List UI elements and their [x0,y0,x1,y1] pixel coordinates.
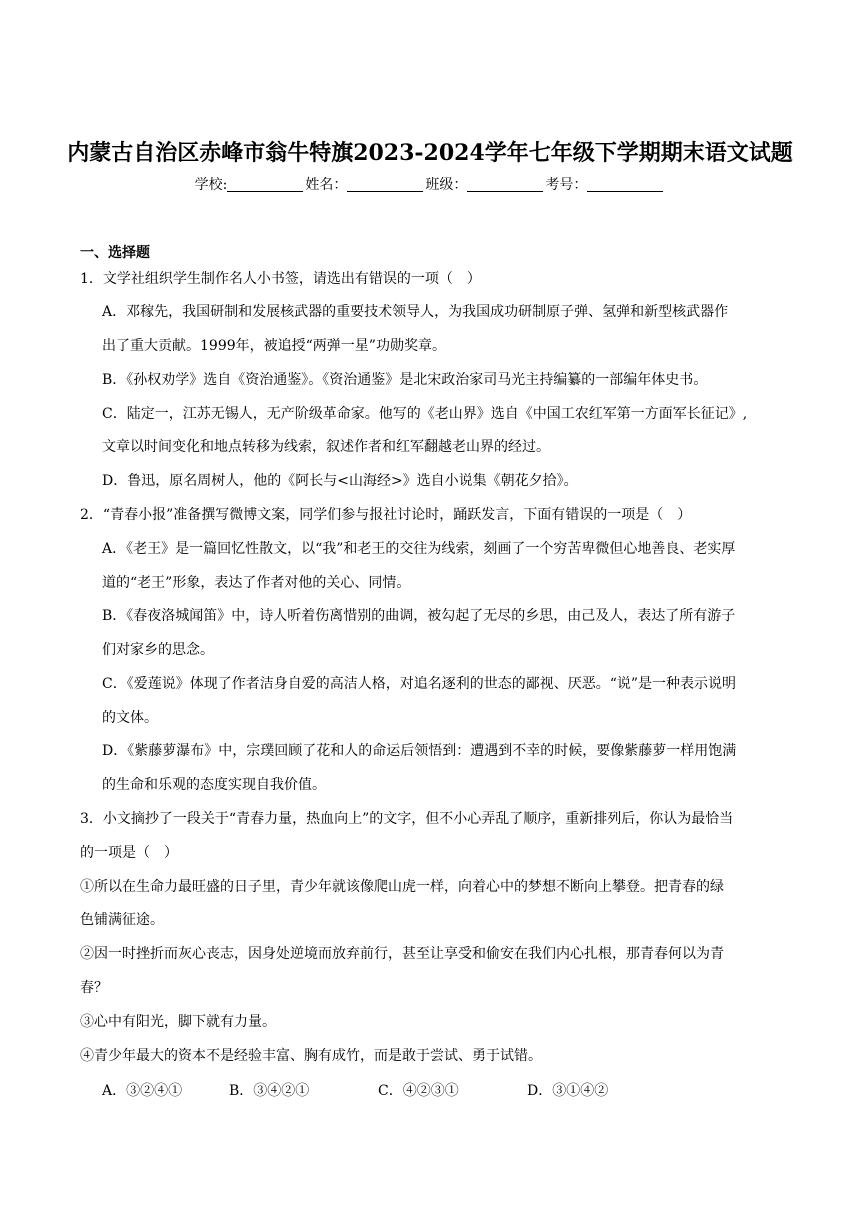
question-2-option-c-cont: 的文体。 [102,710,158,726]
question-3-stem: 3．小文摘抄了一段关于“青春力量，热血向上”的文字，但不小心弄乱了顺序，重新排列后，你认为最恰当 [80,811,734,827]
page-title: 内蒙古自治区赤峰市翁牛特旗2023-2024学年七年级下学期期末语文试题 [67,140,793,166]
question-2-option-d-cont: 的生命和乐观的态度实现自我价值。 [102,777,326,793]
class-label: 班级： [425,177,468,193]
question-2-option-c: C．《爱莲说》体现了作者洁身自爱的高洁人格，对追名逐利的世态的鄙视、厌恶。“说”是一种表示说明 [102,676,737,692]
section-heading: 一、选择题 [80,245,150,261]
question-3-sentence-1-cont: 色铺满征途。 [80,912,164,928]
student-info-row [0,174,860,194]
question-1-option-a: A．邓稼先，我国研制和发展核武器的重要技术领导人，为我国成功研制原子弹、氢弹和新型核武器作 [102,304,729,320]
question-1-option-d: D．鲁迅，原名周树人，他的《阿长与<山海经>》选自小说集《朝花夕拾》。 [102,473,578,489]
question-1-stem: 1．文学社组织学生制作名人小书签，请选出有错误的一项（ ） [80,271,481,287]
question-3-choice-b: B．③④②① [229,1083,310,1099]
school-blank [227,177,303,192]
question-3-sentence-4: ④青少年最大的资本不是经验丰富、胸有成竹，而是敢于尝试、勇于试错。 [80,1048,542,1064]
question-1-option-c-cont: 文章以时间变化和地点转移为线索，叙述作者和红军翻越老山界的经过。 [102,439,550,455]
question-3-choice-d: D．③①④② [527,1083,609,1099]
question-3-sentence-2: ②因一时挫折而灰心丧志，因身处逆境而放弃前行，甚至让享受和偷安在我们内心扎根，那青春何以为青 [80,946,724,962]
exam-number-blank [587,177,663,192]
school-label: 学校: [194,177,228,193]
question-3-stem-cont: 的一项是（ ） [80,845,178,861]
question-2-option-d: D．《紫藤萝瀑布》中，宗璞回顾了花和人的命运后领悟到：遭遇到不幸的时候，要像紫藤萝一样用饱满 [102,743,737,759]
name-blank [347,177,423,192]
question-2-option-b-cont: 们对家乡的思念。 [102,642,214,658]
exam-number-label: 考号： [545,177,588,193]
question-3-sentence-2-cont: 春？ [80,980,108,996]
question-1-option-b: B．《孙权劝学》选自《资治通鉴》。《资治通鉴》是北宋政治家司马光主持编纂的一部编年体史书。 [102,372,708,388]
question-3-sentence-3: ③心中有阳光，脚下就有力量。 [80,1014,276,1030]
name-label: 姓名： [305,177,348,193]
question-3-choice-a: A．③②④① [102,1083,183,1099]
question-1-option-c: C．陆定一，江苏无锡人，无产阶级革命家。他写的《老山界》选自《中国工农红军第一方面军长征记》, [102,406,748,422]
class-blank [467,177,543,192]
question-2-option-a: A．《老王》是一篇回忆性散文，以“我”和老王的交往为线索，刻画了一个穷苦卑微但心地善良、老实厚 [102,541,736,557]
question-2-option-b: B．《春夜洛城闻笛》中，诗人听着伤离惜别的曲调，被勾起了无尽的乡思，由己及人，表达了所有游子 [102,608,736,624]
question-2-stem: 2．“青春小报”准备撰写微博文案，同学们参与报社讨论时，踊跃发言，下面有错误的一项是（ ） [80,507,692,523]
question-3-choice-c: C．④②③① [378,1083,459,1099]
question-3-sentence-1: ①所以在生命力最旺盛的日子里，青少年就该像爬山虎一样，向着心中的梦想不断向上攀登。把青春的绿 [80,879,724,895]
question-2-option-a-cont: 道的“老王”形象，表达了作者对他的关心、同情。 [102,575,411,591]
question-1-option-a-cont: 出了重大贡献。1999年，被追授“两弹一星”功勋奖章。 [102,338,446,354]
